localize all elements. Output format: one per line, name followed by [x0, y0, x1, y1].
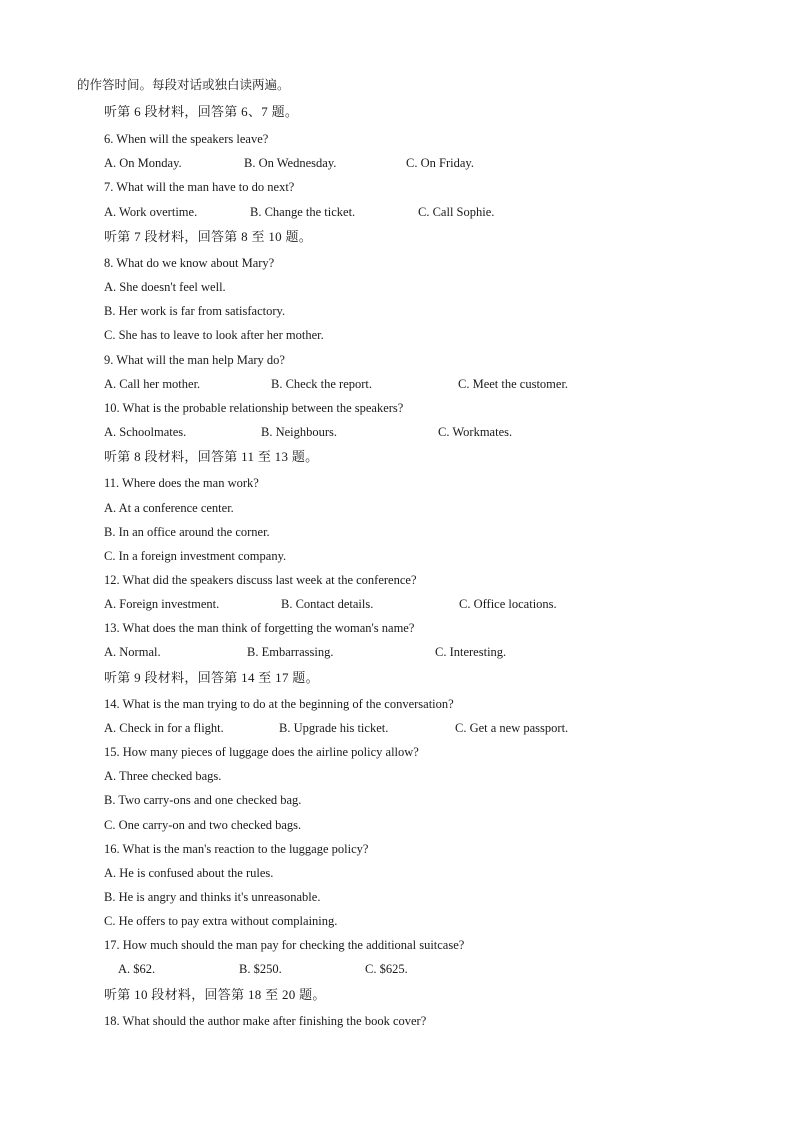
option-c: C. In a foreign investment company.: [104, 549, 287, 563]
option-a: A. She doesn't feel well.: [104, 280, 226, 294]
option-c: C. One carry-on and two checked bags.: [104, 818, 302, 832]
option-a: A. At a conference center.: [104, 501, 234, 515]
question: 12. What did the speakers discuss last week at the conference?: [104, 573, 417, 587]
question: 7. What will the man have to do next?: [104, 180, 295, 194]
section-heading: 听第 8 段材料，回答第 11 至 13 题。: [104, 449, 319, 464]
section-heading: 听第 9 段材料，回答第 14 至 17 题。: [104, 670, 319, 685]
question: 6. When will the speakers leave?: [104, 132, 269, 146]
option-b: B. In an office around the corner.: [104, 525, 270, 539]
option-a: A. On Monday.: [104, 156, 182, 170]
option-a: A. $62.: [118, 962, 156, 976]
option-b: B. On Wednesday.: [244, 156, 337, 170]
option-c: C. Office locations.: [459, 597, 557, 611]
option-b: B. Neighbours.: [261, 425, 338, 439]
option-a: A. Work overtime.: [104, 205, 198, 219]
section-heading: 听第 10 段材料，回答第 18 至 20 题。: [104, 987, 326, 1002]
option-b: B. $250.: [239, 962, 282, 976]
option-a: A. Call her mother.: [104, 377, 201, 391]
option-a: A. Foreign investment.: [104, 597, 220, 611]
section-heading: 听第 7 段材料，回答第 8 至 10 题。: [104, 229, 313, 244]
question: 10. What is the probable relationship between the speakers?: [104, 401, 404, 415]
section-heading: 听第 6 段材料，回答第 6、7 题。: [104, 104, 299, 119]
option-c: C. On Friday.: [406, 156, 474, 170]
question: 11. Where does the man work?: [104, 476, 259, 490]
question: 8. What do we know about Mary?: [104, 256, 275, 270]
question: 13. What does the man think of forgetting the woman's name?: [104, 621, 415, 635]
option-a: A. Check in for a flight.: [104, 721, 224, 735]
option-a: A. Three checked bags.: [104, 769, 222, 783]
question: 18. What should the author make after finishing the book cover?: [104, 1014, 427, 1028]
option-b: B. Her work is far from satisfactory.: [104, 304, 286, 318]
question: 16. What is the man's reaction to the luggage policy?: [104, 842, 369, 856]
option-c: C. Workmates.: [438, 425, 513, 439]
option-a: A. He is confused about the rules.: [104, 866, 274, 880]
question: 9. What will the man help Mary do?: [104, 353, 285, 367]
option-c: C. $625.: [365, 962, 408, 976]
option-c: C. Get a new passport.: [455, 721, 569, 735]
question: 14. What is the man trying to do at the beginning of the conversation?: [104, 697, 454, 711]
option-c: C. Interesting.: [435, 645, 507, 659]
option-a: A. Normal.: [104, 645, 161, 659]
question: 15. How many pieces of luggage does the airline policy allow?: [104, 745, 419, 759]
option-b: B. Check the report.: [271, 377, 373, 391]
option-b: B. Contact details.: [281, 597, 374, 611]
question: 17. How much should the man pay for checking the additional suitcase?: [104, 938, 465, 952]
option-c: C. Call Sophie.: [418, 205, 495, 219]
intro-text: 的作答时间。每段对话或独白读两遍。: [77, 78, 290, 92]
option-b: B. Change the ticket.: [250, 205, 356, 219]
option-b: B. Upgrade his ticket.: [279, 721, 389, 735]
option-b: B. Two carry-ons and one checked bag.: [104, 793, 302, 807]
option-b: B. Embarrassing.: [247, 645, 334, 659]
option-b: B. He is angry and thinks it's unreasonable.: [104, 890, 321, 904]
option-c: C. Meet the customer.: [458, 377, 569, 391]
option-c: C. She has to leave to look after her mother.: [104, 328, 324, 342]
option-a: A. Schoolmates.: [104, 425, 187, 439]
option-c: C. He offers to pay extra without complaining.: [104, 914, 338, 928]
